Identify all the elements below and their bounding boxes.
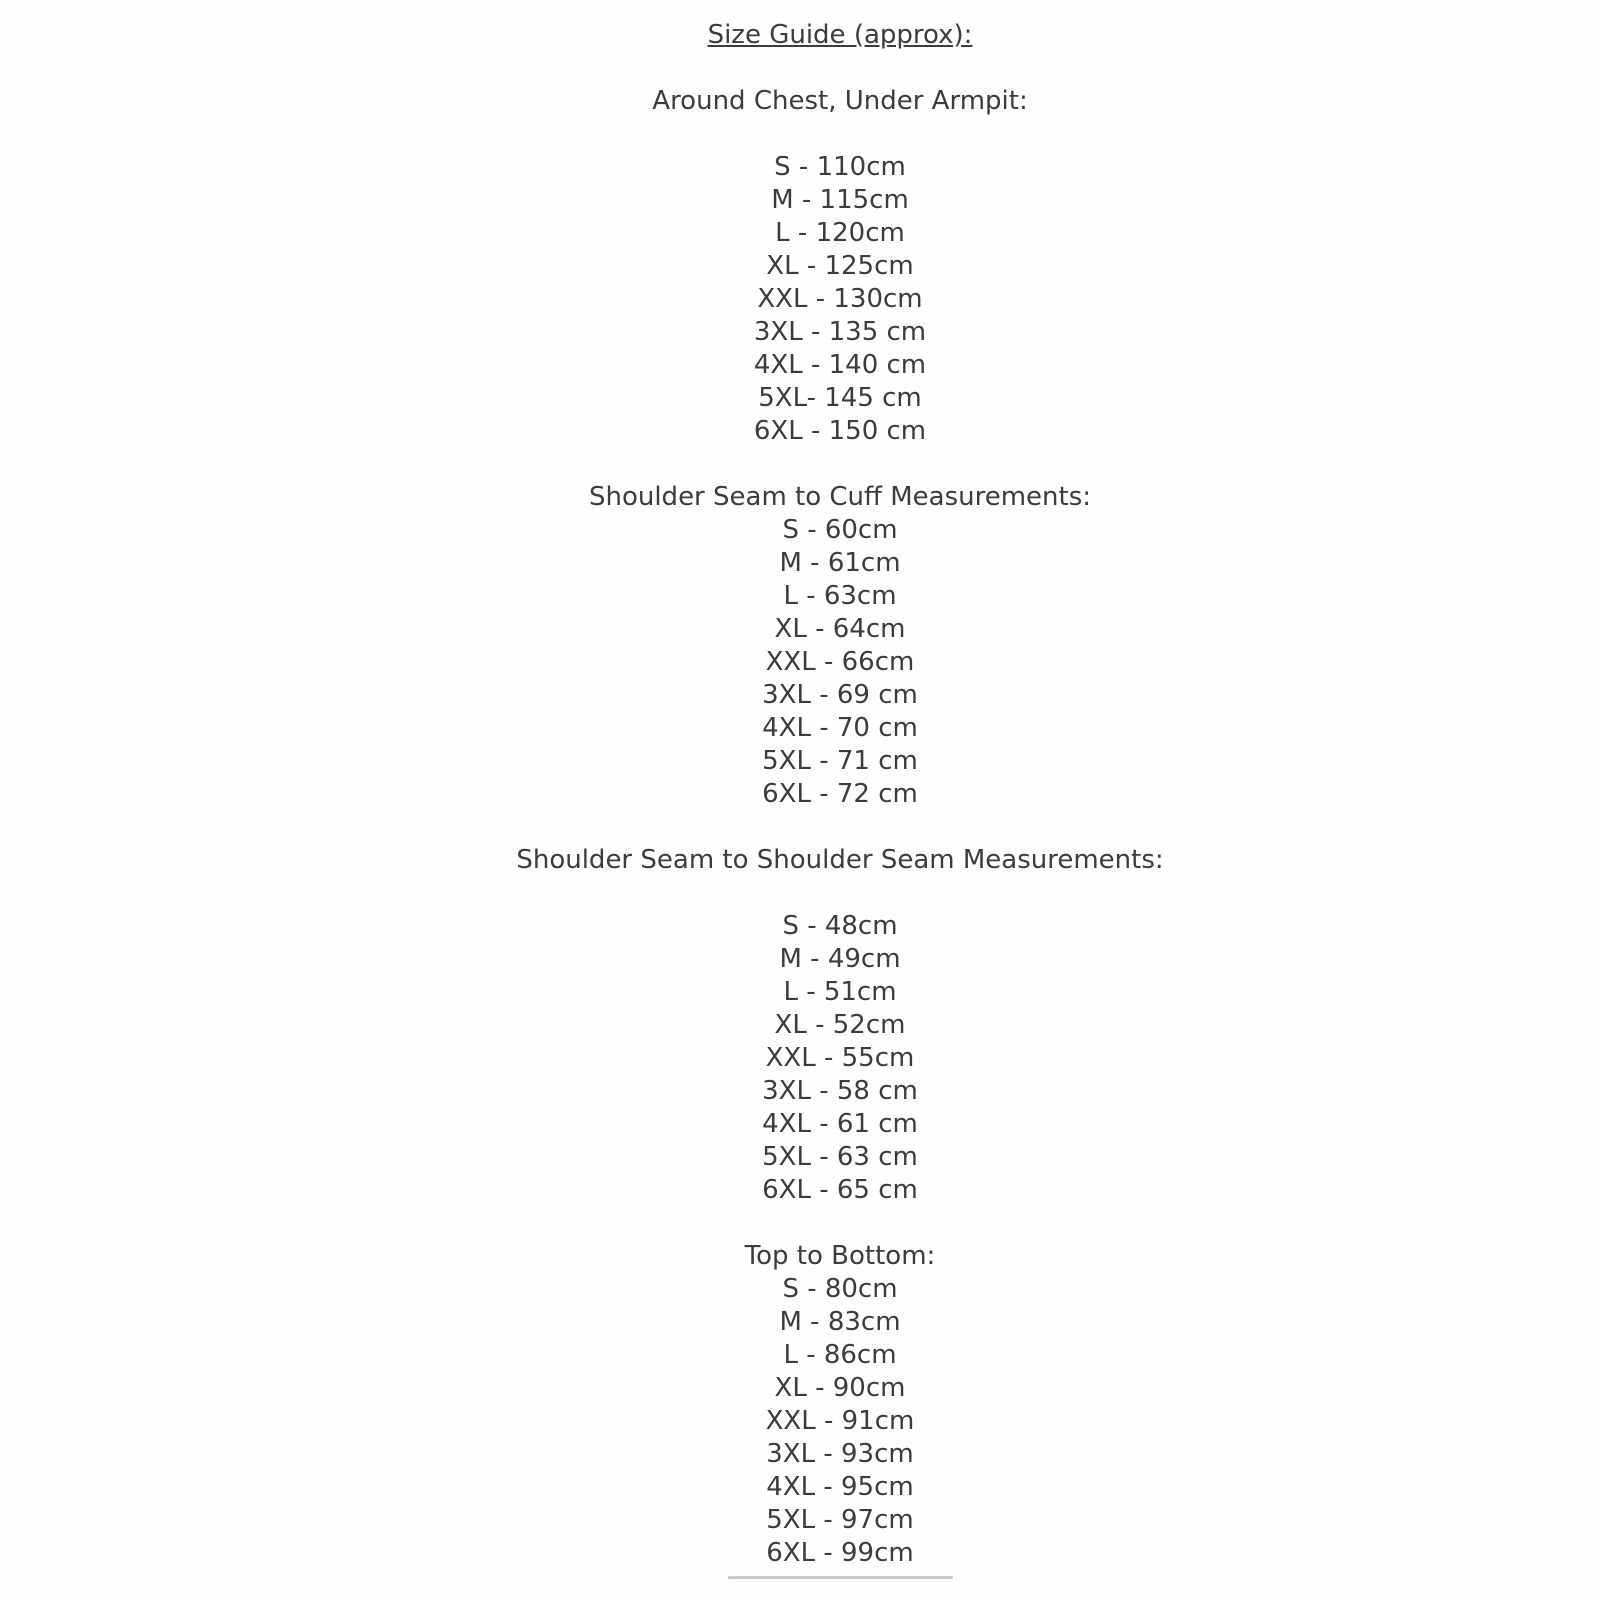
size-row: 5XL- 145 cm: [758, 383, 922, 413]
size-row: 5XL - 71 cm: [762, 746, 918, 776]
size-row: XXL - 66cm: [765, 647, 915, 677]
section-seam-to-seam: [40, 844, 1600, 1207]
size-row: 5XL - 97cm: [766, 1505, 914, 1535]
size-row: S - 80cm: [782, 1274, 898, 1304]
size-row: 4XL - 95cm: [766, 1472, 914, 1502]
size-row: XXL - 55cm: [765, 1043, 915, 1073]
size-row: 4XL - 61 cm: [762, 1109, 918, 1139]
size-row: S - 110cm: [774, 152, 906, 182]
section-heading: Around Chest, Under Armpit:: [652, 86, 1028, 116]
blank-line: [40, 877, 1600, 910]
size-row: 6XL - 99cm: [766, 1538, 914, 1568]
section-heading: Top to Bottom:: [744, 1241, 936, 1271]
size-row: L - 86cm: [783, 1340, 897, 1370]
size-row: S - 60cm: [782, 515, 898, 545]
size-row: 6XL - 150 cm: [753, 416, 927, 446]
size-row: XXL - 91cm: [765, 1406, 915, 1436]
size-row: M - 115cm: [771, 185, 909, 215]
size-row: 5XL - 63 cm: [762, 1142, 918, 1172]
size-row: L - 51cm: [783, 977, 897, 1007]
size-row: M - 83cm: [779, 1307, 901, 1337]
size-row: 6XL - 72 cm: [762, 779, 918, 809]
size-row: S - 48cm: [782, 911, 898, 941]
size-row: XL - 64cm: [774, 614, 906, 644]
blank-line: [40, 811, 1600, 844]
size-row: M - 61cm: [779, 548, 901, 578]
size-row: XL - 52cm: [774, 1010, 906, 1040]
section-top-to-bottom: [40, 1240, 1600, 1570]
blank-line: [40, 1207, 1600, 1240]
section-heading: Shoulder Seam to Shoulder Seam Measurements:: [516, 845, 1164, 875]
section-heading: Shoulder Seam to Cuff Measurements:: [588, 482, 1092, 512]
size-guide-document: [40, 0, 1600, 1579]
size-row: 3XL - 58 cm: [762, 1076, 918, 1106]
size-guide-title: Size Guide (approx):: [707, 20, 973, 50]
size-row: XXL - 130cm: [757, 284, 923, 314]
blank-line: [40, 52, 1600, 85]
size-row: 6XL - 65 cm: [762, 1175, 918, 1205]
blank-line: [40, 448, 1600, 481]
size-row: 4XL - 140 cm: [753, 350, 927, 380]
size-row: 3XL - 135 cm: [753, 317, 927, 347]
size-row: 4XL - 70 cm: [762, 713, 918, 743]
size-row: 3XL - 93cm: [766, 1439, 914, 1469]
cutoff-next-line-fragment: [728, 1576, 953, 1579]
section-around-chest: [40, 85, 1600, 448]
blank-line: [40, 118, 1600, 151]
size-row: M - 49cm: [779, 944, 901, 974]
size-row: L - 63cm: [783, 581, 897, 611]
size-row: L - 120cm: [775, 218, 905, 248]
size-row: 3XL - 69 cm: [762, 680, 918, 710]
size-row: XL - 90cm: [774, 1373, 906, 1403]
section-seam-to-cuff: [40, 481, 1600, 811]
size-row: XL - 125cm: [766, 251, 914, 281]
